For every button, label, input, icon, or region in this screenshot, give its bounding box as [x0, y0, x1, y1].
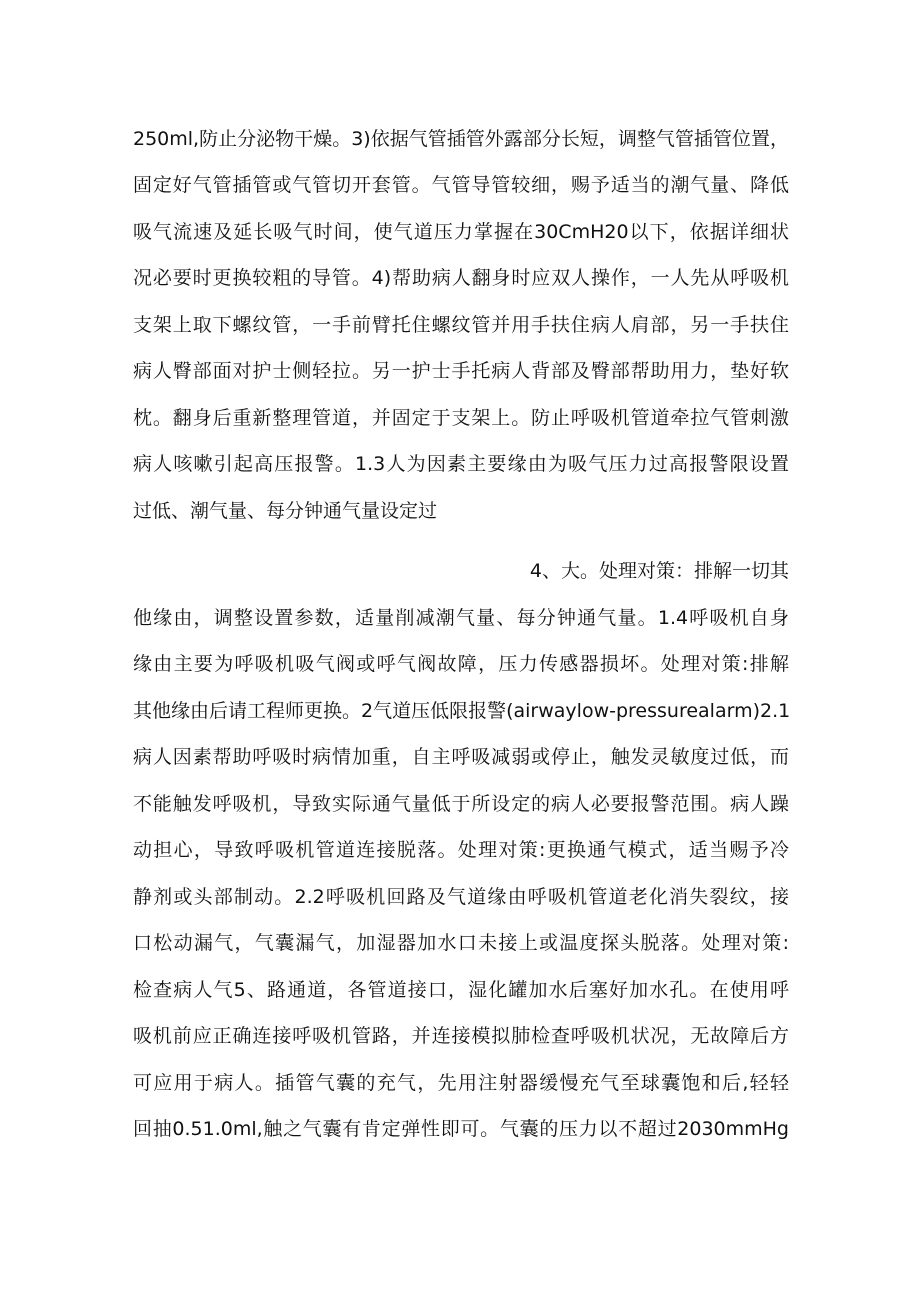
text-line-7: 枕。翻身后重新整理管道，并固定于支架上。防止呼吸机管道牵拉气管刺激 [133, 407, 789, 429]
text-line-3: 吸气流速及延长吸气时间，使气道压力掌握在30CmH20以下，依据详细状 [133, 221, 789, 243]
text-line-1: 250ml,防止分泌物干燥。3)依据气管插管外露部分长短，调整气管插管位置， [133, 128, 789, 150]
text-line-5: 支架上取下螺纹管，一手前臂托住螺纹管并用手扶住病人肩部，另一手扶住 [133, 314, 789, 336]
text-line-14: 病人因素帮助呼吸时病情加重，自主呼吸减弱或停止，触发灵敏度过低，而 [133, 746, 789, 768]
text-line-17: 静剂或头部制动。2.2呼吸机回路及气道缘由呼吸机管道老化消失裂纹，接 [133, 886, 789, 908]
text-line-12: 缘由主要为呼吸机吸气阀或呼气阀故障，压力传感器损坏。处理对策:排解 [133, 653, 789, 675]
text-line-9: 过低、潮气量、每分钟通气量设定过 [133, 500, 438, 522]
text-line-15: 不能触发呼吸机，导致实际通气量低于所设定的病人必要报警范围。病人躁 [133, 793, 789, 815]
text-line-8: 病人咳嗽引起高压报警。1.3人为因素主要缘由为吸气压力过高报警限设置 [133, 453, 789, 475]
text-line-19: 检查病人气5、路通道，各管道接口，湿化罐加水后塞好加水孔。在使用呼 [133, 979, 789, 1001]
text-line-10: 4、大。处理对策：排解一切其 [529, 560, 789, 582]
text-line-2: 固定好气管插管或气管切开套管。气管导管较细，赐予适当的潮气量、降低 [133, 174, 789, 196]
text-line-4: 况必要时更换较粗的导管。4)帮助病人翻身时应双人操作，一人先从呼吸机 [133, 267, 789, 289]
text-line-11: 他缘由，调整设置参数，适量削减潮气量、每分钟通气量。1.4呼吸机自身 [133, 607, 789, 629]
text-line-21: 可应用于病人。插管气囊的充气，先用注射器缓慢充气至球囊饱和后,轻轻 [133, 1072, 789, 1094]
text-line-22: 回抽0.51.0ml,触之气囊有肯定弹性即可。气囊的压力以不超过2030mmHg [133, 1118, 789, 1140]
text-line-16: 动担心，导致呼吸机管道连接脱落。处理对策:更换通气模式，适当赐予冷 [133, 839, 789, 861]
text-line-18: 口松动漏气，气囊漏气，加湿器加水口未接上或温度探头脱落。处理对策: [133, 932, 789, 954]
text-line-6: 病人臀部面对护士侧轻拉。另一护士手托病人背部及臀部帮助用力，垫好软 [133, 360, 789, 382]
text-line-20: 吸机前应正确连接呼吸机管路，并连接模拟肺检查呼吸机状况，无故障后方 [133, 1025, 789, 1047]
text-line-13: 其他缘由后请工程师更换。2气道压低限报警(airwaylow-pressurealarm)2.1 [133, 700, 791, 722]
